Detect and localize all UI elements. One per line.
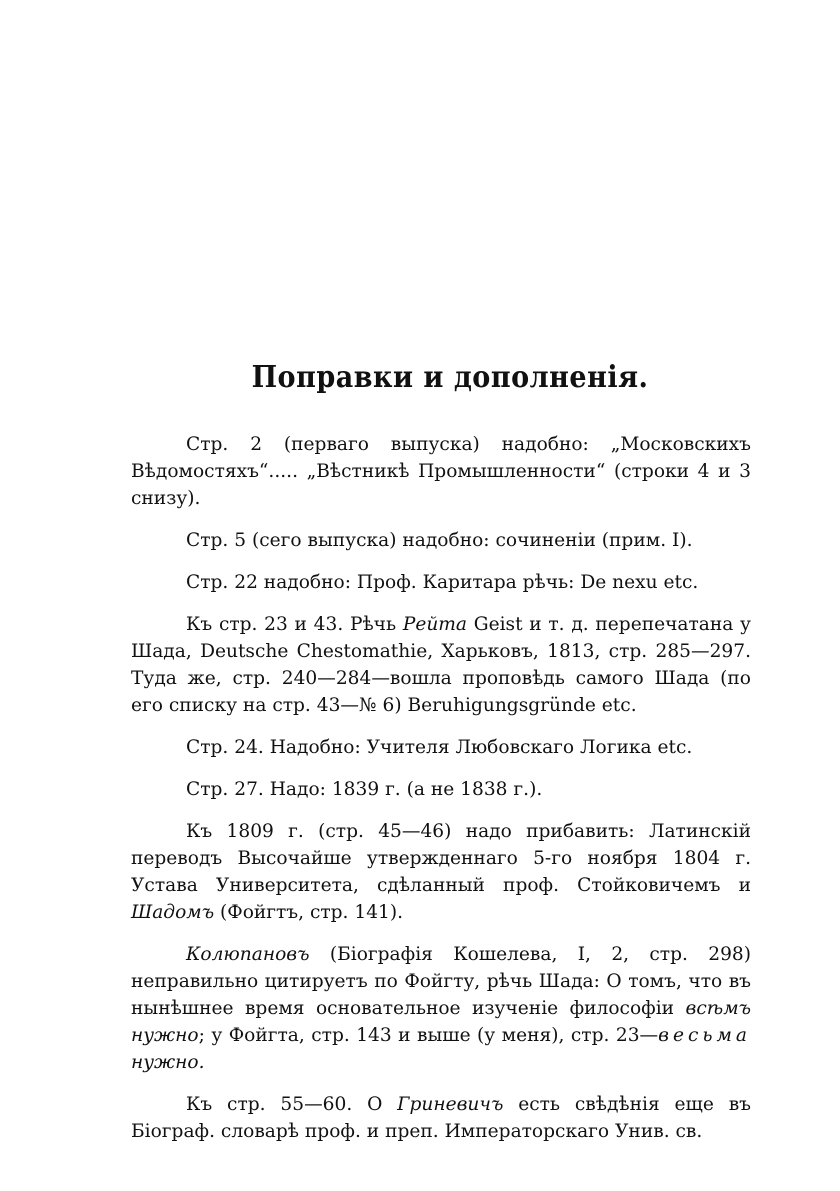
corrections-paragraph — [131, 1091, 751, 1145]
paragraph-text: Стр. 5 (сего выпуска) надобно: сочиненіи (прим. I). — [186, 530, 693, 551]
paragraph-text: Стр. 24. Надобно: Учителя Любовскаго Логика etc. — [186, 737, 693, 758]
corrections-paragraph — [131, 734, 751, 761]
paragraph-text: ; у Фойгта, стр. 143 и выше (у меня), стр. 23— — [198, 1025, 659, 1046]
spaced-italic-phrase: весьма — [658, 1025, 751, 1046]
corrections-paragraph — [131, 818, 751, 926]
paragraph-text: есть свѣдѣнія еще въ Біограф. словарѣ проф. и преп. Императорскаго Унив. св. — [131, 1094, 751, 1142]
italic-name: Колюпановъ — [186, 944, 310, 965]
paragraph-text: (Фойгтъ, стр. 141). — [214, 902, 404, 923]
paragraph-text: Стр. 22 надобно: Проф. Каритара рѣчь: De nexu etc. — [186, 572, 699, 593]
corrections-paragraph — [131, 611, 751, 719]
page-body — [131, 362, 751, 1160]
paragraph-text: Къ стр. 23 и 43. Рѣчь — [186, 614, 403, 635]
paragraph-text: Стр. 2 (перваго выпуска) надобно: „Московскихъ Вѣдомостяхъ“..... „Вѣстникѣ Промышленности“ (строки 4 и 3 снизу). — [131, 434, 751, 509]
page-title: Поправки и дополненія. — [251, 360, 649, 395]
italic-name: Рейта — [402, 614, 468, 635]
corrections-paragraph — [131, 776, 751, 803]
paragraph-text: Къ 1809 г. (стр. 45—46) надо прибавить: Латинскій переводъ Высочайше утвержденнаго 5-го ноября 1804 г. Устава Университета, сдѣланный проф. Стойковичемъ и — [131, 821, 751, 896]
paragraph-text: (Біографія Кошелева, I, 2, стр. 298) неправильно цитируетъ по Фойгту, рѣчь Шада: О томъ, что въ нынѣшнее время основательное изученіе философіи — [131, 944, 751, 1019]
italic-phrase: всѣмъ нужно — [131, 998, 751, 1046]
italic-phrase: нужно. — [131, 1052, 205, 1073]
corrections-paragraph — [131, 941, 751, 1076]
italic-name: Шадомъ — [131, 902, 215, 923]
paragraph-text: Geist и т. д. перепечатана у Шада, Deutsche Chestomathie, Харьковъ, 1813, стр. 285—297. Туда же, стр. 240—284—вошла проповѣдь самого Шада (по его списку на стр. 43—№ 6) Beruhigungsgründe etc. — [131, 614, 751, 716]
corrections-paragraph — [131, 569, 751, 596]
italic-name: Гриневичъ — [397, 1094, 504, 1115]
corrections-paragraph — [131, 431, 751, 512]
paragraph-text: Къ стр. 55—60. О — [186, 1094, 398, 1115]
corrections-paragraph — [131, 527, 751, 554]
paragraph-text: Стр. 27. Надо: 1839 г. (а не 1838 г.). — [186, 779, 543, 800]
